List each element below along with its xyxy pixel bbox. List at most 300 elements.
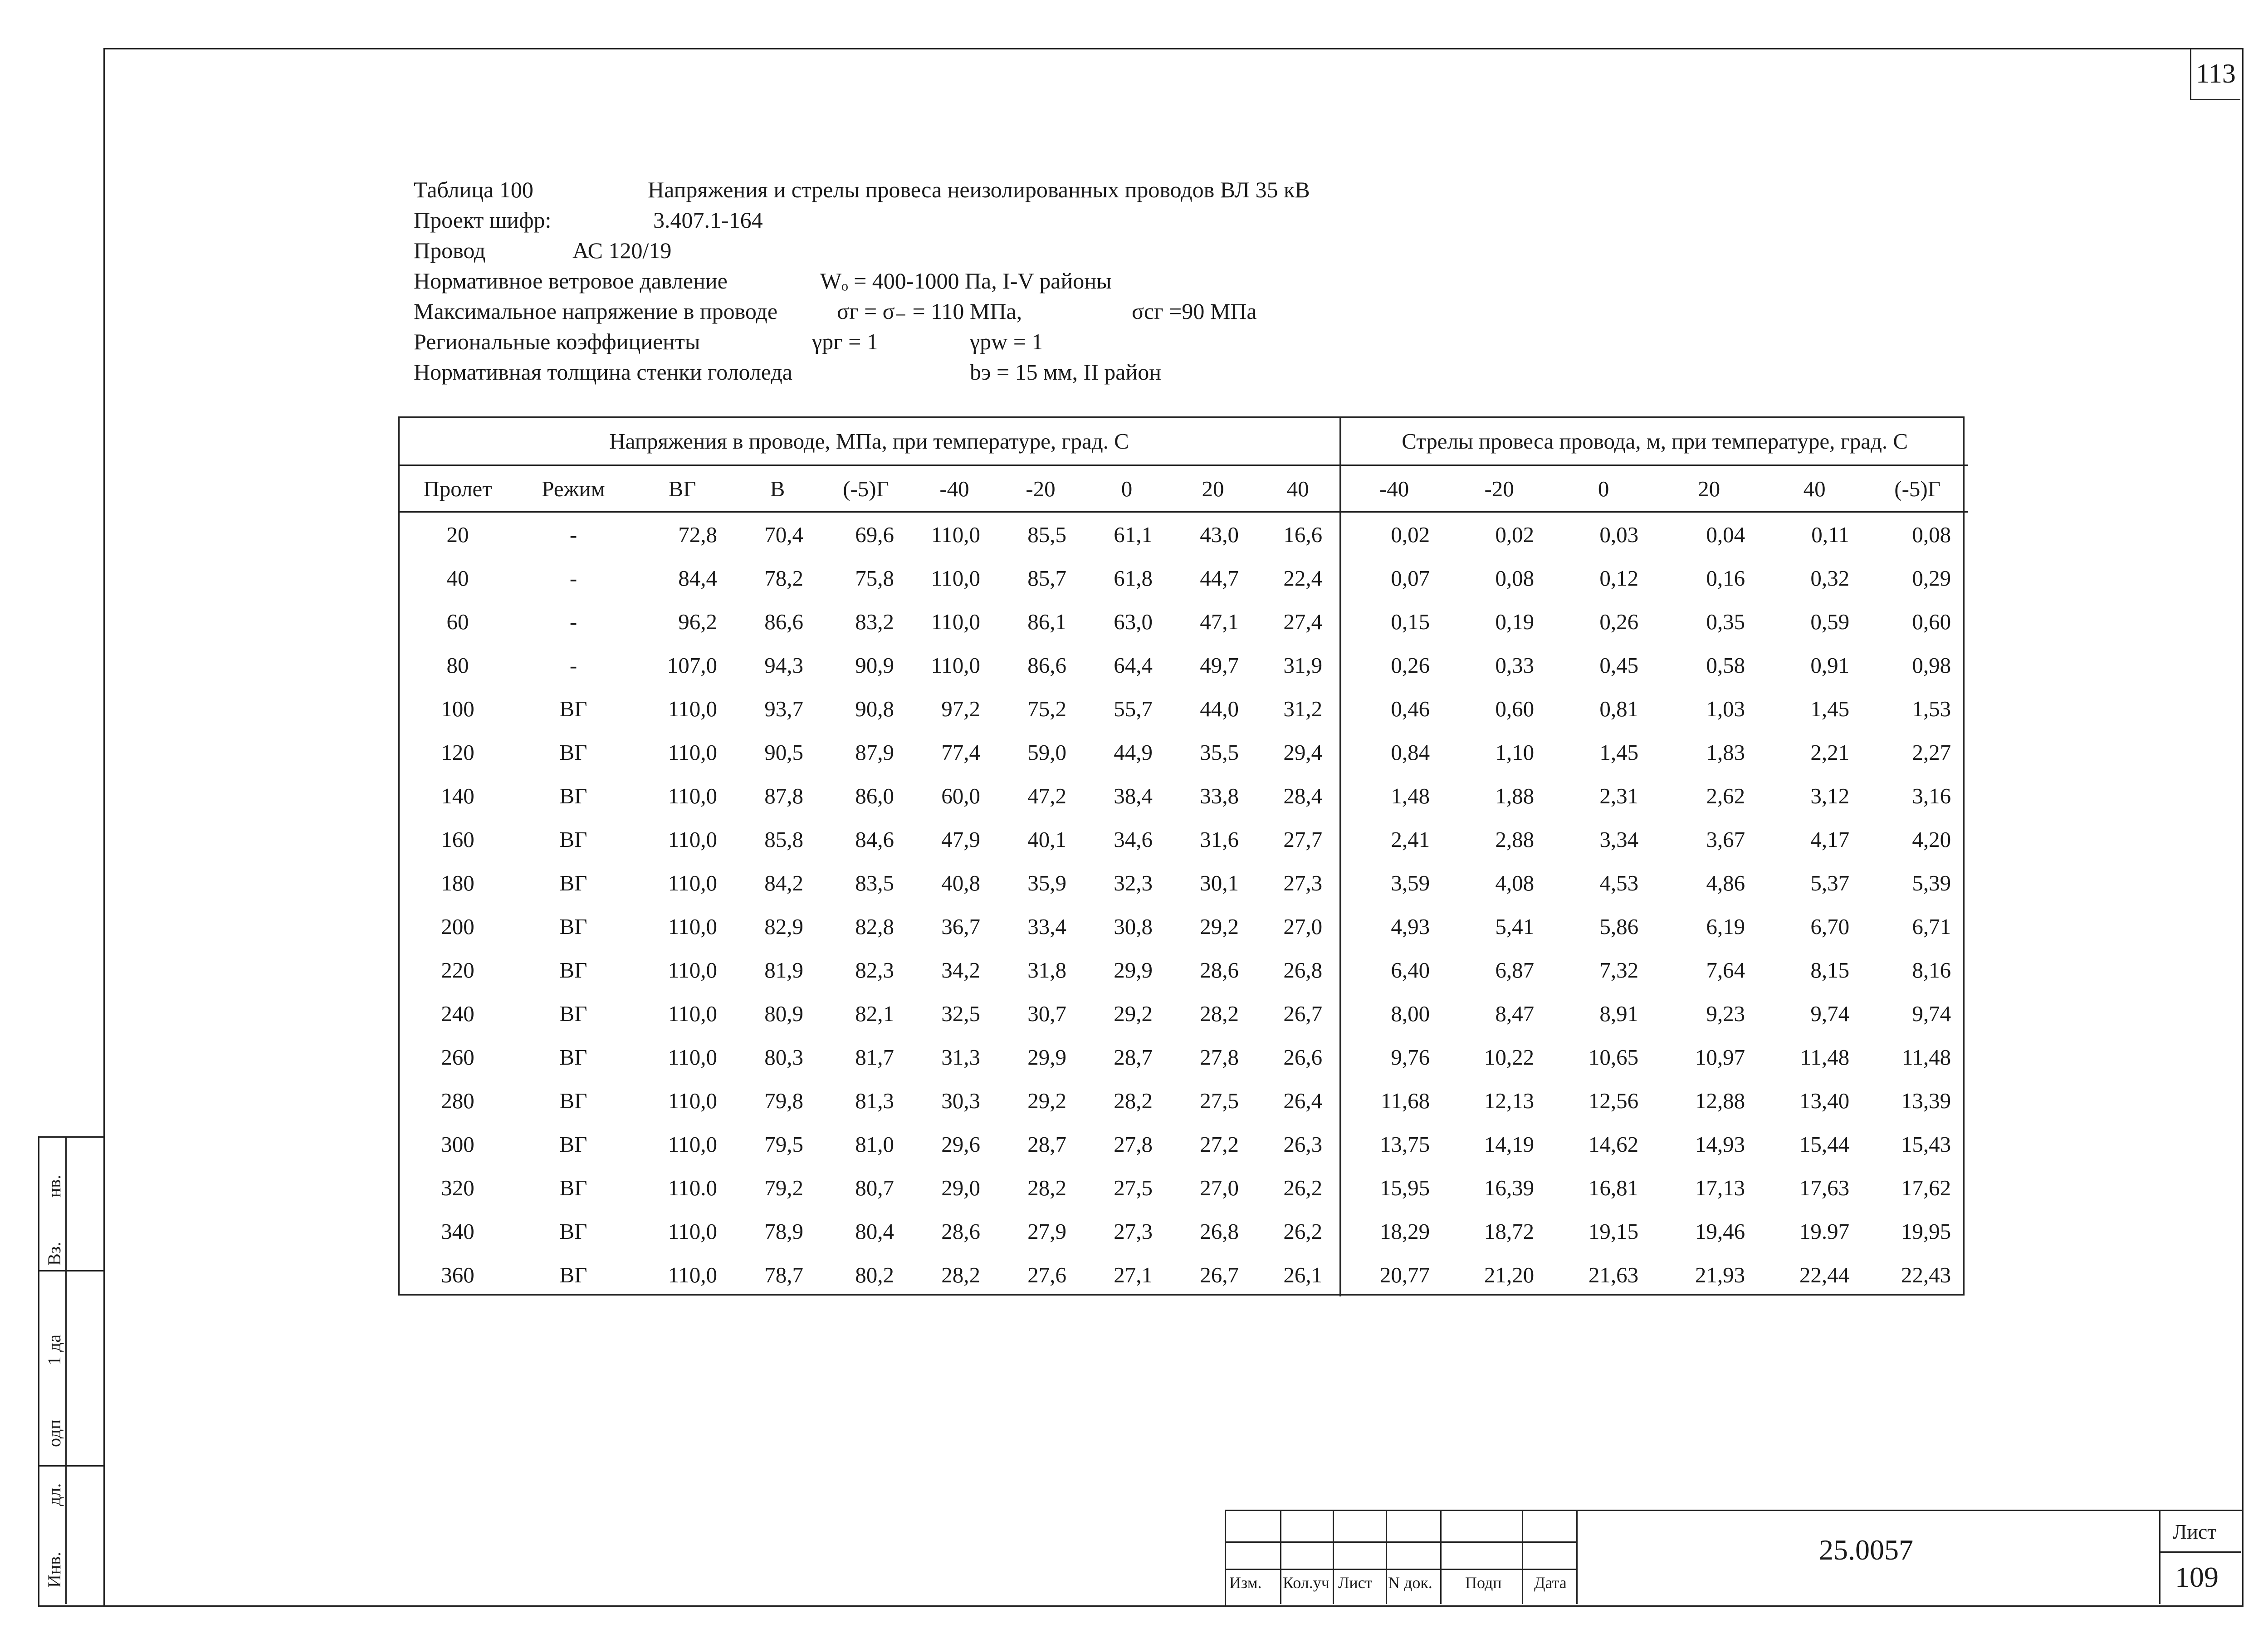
table-cell: 34,2 — [941, 957, 980, 983]
table-cell: 0,60 — [1495, 696, 1535, 721]
title-block-divider — [2159, 1551, 2241, 1553]
group-header-stress: Напряжения в проводе, МПа, при температуре, град. С — [399, 417, 1340, 465]
table-cell: 1,83 — [1706, 739, 1745, 765]
stamp-label-kol: Кол.уч — [1283, 1574, 1330, 1592]
table-row — [399, 687, 1968, 730]
side-stamp-divider — [65, 1136, 67, 1604]
column-header: (-5)Г — [821, 465, 911, 512]
table-cell: 0,19 — [1495, 609, 1535, 634]
table-cell: 100 — [441, 696, 474, 721]
table-cell: 80,7 — [855, 1175, 894, 1200]
table-cell: ВГ — [559, 1001, 587, 1026]
table-row — [399, 512, 1968, 557]
title-block-divider — [2159, 1510, 2160, 1604]
sheet-label: Лист — [2173, 1520, 2217, 1543]
table-cell: 84,2 — [764, 870, 803, 895]
table-cell: 81,3 — [855, 1088, 894, 1113]
table-cell: 19,46 — [1695, 1218, 1745, 1244]
table-cell: 32,5 — [941, 1001, 980, 1026]
table-cell: 15,44 — [1799, 1131, 1850, 1157]
title-block-divider — [1280, 1510, 1281, 1604]
table-cell: 16,39 — [1484, 1175, 1535, 1200]
table-cell: 1,48 — [1391, 783, 1430, 808]
table-cell: 11,68 — [1380, 1088, 1430, 1113]
table-cell: 15,95 — [1379, 1175, 1430, 1200]
table-cell: 27,3 — [1114, 1218, 1153, 1244]
table-row — [399, 817, 1968, 861]
table-cell: 61,8 — [1114, 565, 1153, 591]
table-cell: 59,0 — [1027, 739, 1066, 765]
table-cell: 35,9 — [1027, 870, 1066, 895]
stamp-label-ndok: N док. — [1388, 1574, 1432, 1592]
table-cell: 26,3 — [1256, 1122, 1340, 1166]
table-cell: 61,1 — [1114, 522, 1153, 547]
table-cell: 0,02 — [1391, 522, 1430, 547]
table-cell: 27,8 — [1200, 1044, 1239, 1070]
table-cell: 69,6 — [855, 522, 894, 547]
table-cell: 3,12 — [1810, 783, 1850, 808]
table-cell: 18,29 — [1379, 1218, 1430, 1244]
table-cell: 10,65 — [1588, 1044, 1639, 1070]
table-cell: 300 — [441, 1131, 474, 1157]
table-cell: 78,7 — [764, 1262, 803, 1287]
table-cell: 84,6 — [855, 826, 894, 852]
table-cell: 40,1 — [1027, 826, 1066, 852]
table-cell: 2,31 — [1599, 783, 1639, 808]
table-cell: 31,3 — [941, 1044, 980, 1070]
column-header: -40 — [1340, 465, 1447, 512]
column-header: -40 — [911, 465, 997, 512]
table-cell: 90,5 — [764, 739, 803, 765]
table-cell: 9,76 — [1391, 1044, 1430, 1070]
table-cell: 8,16 — [1912, 957, 1951, 983]
table-cell: 64,4 — [1114, 652, 1153, 678]
table-cell: 90,9 — [855, 652, 894, 678]
table-cell: 16,6 — [1256, 512, 1340, 557]
table-cell: 6,70 — [1810, 914, 1850, 939]
column-header-row — [399, 465, 1968, 512]
table-cell: 43,0 — [1200, 522, 1239, 547]
table-cell: 360 — [441, 1262, 474, 1287]
table-cell: 27,7 — [1256, 817, 1340, 861]
table-cell: 21,93 — [1695, 1262, 1745, 1287]
table-cell: 5,37 — [1810, 870, 1850, 895]
table-cell: 0,60 — [1912, 609, 1951, 634]
table-cell: 0,02 — [1495, 522, 1535, 547]
table-cell: 44,9 — [1114, 739, 1153, 765]
table-cell: 28,6 — [941, 1218, 980, 1244]
table-cell: 12,56 — [1588, 1088, 1639, 1113]
sag-tension-table — [399, 417, 1968, 1296]
table-cell: 60 — [446, 609, 469, 634]
title-block-divider — [1333, 1510, 1334, 1604]
table-cell: 40 — [446, 565, 469, 591]
table-cell: 110.0 — [668, 1175, 717, 1200]
table-cell: 86,6 — [764, 609, 803, 634]
table-cell: 78,9 — [764, 1218, 803, 1244]
table-cell: 2,27 — [1912, 739, 1951, 765]
table-cell: 10,22 — [1484, 1044, 1535, 1070]
table-cell: 110,0 — [931, 609, 980, 634]
table-cell: 18,72 — [1484, 1218, 1535, 1244]
table-cell: 1,45 — [1599, 739, 1639, 765]
table-cell: - — [569, 609, 577, 634]
table-row — [399, 992, 1968, 1035]
table-cell: 6,71 — [1912, 914, 1951, 939]
table-cell: 35,5 — [1200, 739, 1239, 765]
table-cell: 28,4 — [1256, 774, 1340, 817]
table-cell: 1,45 — [1810, 696, 1850, 721]
table-cell: 81,0 — [855, 1131, 894, 1157]
side-stamp-divider — [38, 1465, 103, 1467]
table-cell: 1,88 — [1495, 783, 1535, 808]
column-header: 20 — [1656, 465, 1762, 512]
table-cell: 28,2 — [1200, 1001, 1239, 1026]
table-cell: ВГ — [559, 870, 587, 895]
table-cell: 0,84 — [1391, 739, 1430, 765]
table-cell: 80,2 — [855, 1262, 894, 1287]
table-cell: 20,77 — [1379, 1262, 1430, 1287]
table-cell: ВГ — [559, 783, 587, 808]
table-cell: 4,17 — [1810, 826, 1850, 852]
title-block-divider — [1386, 1510, 1387, 1604]
page-number-top: 113 — [2196, 59, 2236, 88]
table-cell: 80,9 — [764, 1001, 803, 1026]
table-cell: 29,9 — [1114, 957, 1153, 983]
table-row — [399, 1035, 1968, 1079]
table-cell: 22,43 — [1901, 1262, 1951, 1287]
table-row — [399, 774, 1968, 817]
table-cell: 13,39 — [1901, 1088, 1951, 1113]
table-title: Напряжения и стрелы провеса неизолированных проводов ВЛ 35 кВ — [648, 177, 1310, 202]
table-cell: 12,88 — [1695, 1088, 1745, 1113]
table-row — [399, 730, 1968, 774]
table-cell: 47,2 — [1027, 783, 1066, 808]
table-cell: 77,4 — [941, 739, 980, 765]
table-row — [399, 1122, 1968, 1166]
table-cell: 110,0 — [931, 522, 980, 547]
table-cell: 31,6 — [1200, 826, 1239, 852]
table-cell: 78,2 — [764, 565, 803, 591]
ice-value: bэ = 15 мм, II район — [970, 359, 1161, 385]
table-cell: 3,59 — [1391, 870, 1430, 895]
column-header: Пролет — [399, 465, 517, 512]
table-cell: 29,6 — [941, 1131, 980, 1157]
table-cell: 0,33 — [1495, 652, 1535, 678]
table-cell: 3,34 — [1599, 826, 1639, 852]
table-cell: 31,9 — [1256, 643, 1340, 687]
table-cell: 0,58 — [1706, 652, 1745, 678]
table-cell: 29,0 — [941, 1175, 980, 1200]
table-cell: 36,7 — [941, 914, 980, 939]
table-cell: ВГ — [559, 826, 587, 852]
table-cell: 26,7 — [1256, 992, 1340, 1035]
table-cell: 0,32 — [1810, 565, 1850, 591]
table-cell: ВГ — [559, 1044, 587, 1070]
table-cell: 180 — [441, 870, 474, 895]
table-cell: 28,7 — [1027, 1131, 1066, 1157]
table-cell: 30,8 — [1114, 914, 1153, 939]
table-cell: 110,0 — [668, 696, 717, 721]
side-label: одп — [44, 1419, 64, 1447]
table-cell: 82,9 — [764, 914, 803, 939]
table-cell: 0,15 — [1391, 609, 1430, 634]
table-cell: 0,04 — [1706, 522, 1745, 547]
table-cell: 44,7 — [1200, 565, 1239, 591]
table-cell: 8,91 — [1599, 1001, 1639, 1026]
side-stamp — [38, 1136, 105, 1607]
title-block-divider — [1440, 1510, 1442, 1604]
table-cell: 2,88 — [1495, 826, 1535, 852]
table-cell: 34,6 — [1114, 826, 1153, 852]
table-cell: 17,62 — [1901, 1175, 1951, 1200]
wire-label: Провод — [414, 238, 486, 263]
side-label: нв. — [44, 1174, 64, 1198]
table-cell: 110,0 — [668, 957, 717, 983]
table-cell: 110,0 — [668, 739, 717, 765]
table-cell: 80,3 — [764, 1044, 803, 1070]
table-cell: 19.97 — [1799, 1218, 1850, 1244]
table-cell: 28,7 — [1114, 1044, 1153, 1070]
table-cell: 8,15 — [1810, 957, 1850, 983]
maxstress-value-2: σсг =90 МПа — [1132, 298, 1257, 324]
table-cell: 28,2 — [1027, 1175, 1066, 1200]
table-cell: 27,2 — [1200, 1131, 1239, 1157]
table-cell: 55,7 — [1114, 696, 1153, 721]
table-row — [399, 1079, 1968, 1122]
table-cell: 14,93 — [1695, 1131, 1745, 1157]
table-cell: 26,4 — [1256, 1079, 1340, 1122]
table-cell: ВГ — [559, 696, 587, 721]
table-cell: 80,4 — [855, 1218, 894, 1244]
table-cell: 9,74 — [1810, 1001, 1850, 1026]
table-cell: 110,0 — [668, 1044, 717, 1070]
table-cell: 9,23 — [1706, 1001, 1745, 1026]
table-cell: 4,86 — [1706, 870, 1745, 895]
table-cell: 200 — [441, 914, 474, 939]
table-cell: 96,2 — [678, 609, 717, 634]
page-number-box — [2190, 48, 2240, 100]
wind-value: Wₒ = 400-1000 Па, I-V районы — [820, 268, 1112, 293]
table-cell: 6,40 — [1391, 957, 1430, 983]
table-cell: 75,8 — [855, 565, 894, 591]
table-cell: - — [569, 522, 577, 547]
table-cell: 82,1 — [855, 1001, 894, 1026]
table-cell: 26,8 — [1200, 1218, 1239, 1244]
table-row — [399, 600, 1968, 643]
table-cell: 75,2 — [1027, 696, 1066, 721]
side-stamp-divider — [38, 1270, 103, 1271]
wind-label: Нормативное ветровое давление — [414, 268, 728, 293]
table-cell: 20 — [446, 522, 469, 547]
table-cell: 85,8 — [764, 826, 803, 852]
table-cell: 80 — [446, 652, 469, 678]
table-cell: 70,4 — [764, 522, 803, 547]
table-cell: 27,8 — [1114, 1131, 1153, 1157]
table-cell: 160 — [441, 826, 474, 852]
table-cell: 240 — [441, 1001, 474, 1026]
table-cell: 0,45 — [1599, 652, 1639, 678]
table-cell: 28,2 — [941, 1262, 980, 1287]
table-cell: ВГ — [559, 1175, 587, 1200]
maxstress-value-1: σг = σ₋ = 110 МПа, — [837, 298, 1022, 324]
table-cell: 81,9 — [764, 957, 803, 983]
table-cell: 26,8 — [1256, 948, 1340, 992]
table-cell: 15,43 — [1901, 1131, 1951, 1157]
table-cell: 26,2 — [1256, 1166, 1340, 1209]
title-block-divider — [1576, 1510, 1578, 1604]
title-block-divider — [1522, 1510, 1523, 1604]
table-cell: ВГ — [559, 1131, 587, 1157]
table-cell: 320 — [441, 1175, 474, 1200]
table-cell: 0,91 — [1810, 652, 1850, 678]
table-cell: 32,3 — [1114, 870, 1153, 895]
table-cell: 14,19 — [1484, 1131, 1535, 1157]
table-cell: 16,81 — [1588, 1175, 1639, 1200]
project-label: Проект шифр: — [414, 207, 552, 233]
table-cell: 0,35 — [1706, 609, 1745, 634]
table-cell: 0,16 — [1706, 565, 1745, 591]
table-cell: 2,21 — [1810, 739, 1850, 765]
table-row — [399, 643, 1968, 687]
document-code: 25.0057 — [1819, 1534, 1913, 1566]
regional-value-2: γрw = 1 — [970, 329, 1043, 354]
table-cell: 4,53 — [1599, 870, 1639, 895]
table-row — [399, 948, 1968, 992]
table-cell: ВГ — [559, 914, 587, 939]
table-cell: 60,0 — [941, 783, 980, 808]
table-row — [399, 905, 1968, 948]
table-cell: 26,1 — [1256, 1253, 1340, 1296]
table-cell: 27,4 — [1256, 600, 1340, 643]
table-cell: 31,2 — [1256, 687, 1340, 730]
table-cell: 79,2 — [764, 1175, 803, 1200]
column-header: -20 — [997, 465, 1084, 512]
column-header: -20 — [1447, 465, 1551, 512]
table-cell: 27,0 — [1200, 1175, 1239, 1200]
table-cell: 33,8 — [1200, 783, 1239, 808]
table-cell: 0,07 — [1391, 565, 1430, 591]
table-cell: 29,2 — [1027, 1088, 1066, 1113]
table-cell: 0,08 — [1495, 565, 1535, 591]
column-header: (-5)Г — [1867, 465, 1968, 512]
table-cell: 30,7 — [1027, 1001, 1066, 1026]
table-cell: 9,74 — [1912, 1001, 1951, 1026]
column-header: 40 — [1762, 465, 1867, 512]
table-cell: 110,0 — [668, 826, 717, 852]
side-label: Инв. — [44, 1551, 64, 1588]
table-cell: 0,08 — [1912, 522, 1951, 547]
table-cell: 340 — [441, 1218, 474, 1244]
table-row — [399, 1166, 1968, 1209]
table-cell: 10,97 — [1695, 1044, 1745, 1070]
table-cell: 86,1 — [1027, 609, 1066, 634]
table-cell: 29,2 — [1114, 1001, 1153, 1026]
column-header: 0 — [1084, 465, 1170, 512]
table-cell: 14,62 — [1588, 1131, 1639, 1157]
table-cell: 110,0 — [668, 1262, 717, 1287]
table-row — [399, 1209, 1968, 1253]
table-cell: 0,26 — [1599, 609, 1639, 634]
table-cell: 31,8 — [1027, 957, 1066, 983]
table-cell: 47,1 — [1200, 609, 1239, 634]
table-cell: 27,0 — [1256, 905, 1340, 948]
table-cell: 120 — [441, 739, 474, 765]
table-cell: 86,0 — [855, 783, 894, 808]
table-cell: 82,3 — [855, 957, 894, 983]
table-cell: 8,00 — [1391, 1001, 1430, 1026]
table-cell: 5,86 — [1599, 914, 1639, 939]
table-cell: 0,59 — [1810, 609, 1850, 634]
table-cell: 110,0 — [931, 565, 980, 591]
table-cell: 0,12 — [1599, 565, 1639, 591]
table-cell: 110,0 — [668, 1001, 717, 1026]
title-block — [1225, 1510, 2242, 1605]
table-cell: 17,13 — [1695, 1175, 1745, 1200]
table-cell: 22,4 — [1256, 556, 1340, 600]
table-cell: 81,7 — [855, 1044, 894, 1070]
table-cell: 0,26 — [1391, 652, 1430, 678]
table-cell: 33,4 — [1027, 914, 1066, 939]
table-cell: 63,0 — [1114, 609, 1153, 634]
side-label: дл. — [44, 1483, 64, 1506]
stamp-label-izm: Изм. — [1229, 1574, 1262, 1592]
table-cell: 97,2 — [941, 696, 980, 721]
table-cell: 1,10 — [1495, 739, 1535, 765]
column-header: 20 — [1170, 465, 1256, 512]
column-header: ВГ — [630, 465, 734, 512]
table-cell: 44,0 — [1200, 696, 1239, 721]
table-cell: 27,5 — [1114, 1175, 1153, 1200]
table-cell: 13,75 — [1379, 1131, 1430, 1157]
table-cell: 85,7 — [1027, 565, 1066, 591]
stamp-label-podp: Подп — [1465, 1574, 1502, 1592]
table-cell: 13,40 — [1799, 1088, 1850, 1113]
table-cell: 87,9 — [855, 739, 894, 765]
table-cell: 40,8 — [941, 870, 980, 895]
table-cell: 27,6 — [1027, 1262, 1066, 1287]
table-cell: 110,0 — [668, 783, 717, 808]
table-cell: 27,3 — [1256, 861, 1340, 905]
table-cell: 0,46 — [1391, 696, 1430, 721]
table-cell: 19,95 — [1901, 1218, 1951, 1244]
table-cell: 1,03 — [1706, 696, 1745, 721]
table-cell: 3,67 — [1706, 826, 1745, 852]
table-cell: 47,9 — [941, 826, 980, 852]
table-cell: 110,0 — [668, 870, 717, 895]
sheet-number: 109 — [2175, 1561, 2219, 1593]
table-label: Таблица 100 — [414, 177, 533, 202]
table-cell: 28,2 — [1114, 1088, 1153, 1113]
table-cell: 29,2 — [1200, 914, 1239, 939]
table-cell: 110,0 — [668, 1131, 717, 1157]
table-cell: 26,7 — [1200, 1262, 1239, 1287]
table-cell: - — [569, 652, 577, 678]
table-cell: 83,2 — [855, 609, 894, 634]
title-block-divider — [1225, 1541, 1576, 1543]
side-label: 1 да — [44, 1334, 64, 1365]
column-header: 40 — [1256, 465, 1340, 512]
table-cell: 79,8 — [764, 1088, 803, 1113]
table-cell: 79,5 — [764, 1131, 803, 1157]
table-cell: 72,8 — [678, 522, 717, 547]
table-cell: ВГ — [559, 739, 587, 765]
table-cell: 0,98 — [1912, 652, 1951, 678]
table-cell: 0,11 — [1811, 522, 1850, 547]
table-cell: 6,19 — [1706, 914, 1745, 939]
table-cell: 110,0 — [668, 1088, 717, 1113]
table-cell: 4,08 — [1495, 870, 1535, 895]
